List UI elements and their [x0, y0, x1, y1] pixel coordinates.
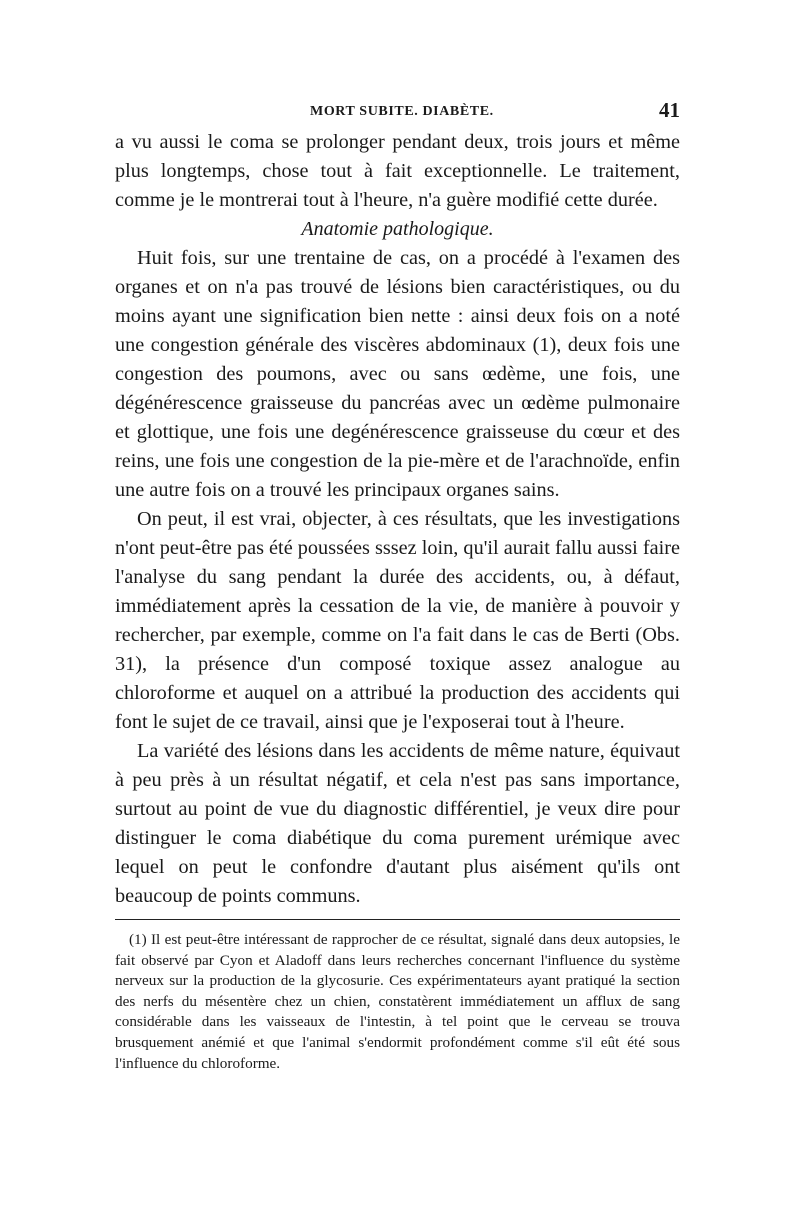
- footnote: (1) Il est peut-être intéressant de rapprocher de ce résultat, signalé dans deux autopsies, le fait observé par Cyon et Aladoff dans leurs recherches concernant l'influence du système nerveux sur la production de la glycosurie. Ces expérimentateurs ayant pratiqué la section des nerfs du mésentère chez un chien, constatèrent immédiatement un afflux de sang considérable dans les vaisseaux de l'intestin, à tel point que le cerveau se trouva brusquement anémié et que l'animal s'endormit profondément comme s'il eût été sous l'influence du chloroforme.: [115, 931, 680, 1072]
- paragraph-continuation: a vu aussi le coma se prolonger pendant deux, trois jours et même plus longtemps, chose tout à fait exceptionnelle. Le traitement, comme je le montrerai tout à l'heure, n'a guère modifié cette durée.: [115, 131, 680, 211]
- section-heading: Anatomie pathologique.: [301, 218, 494, 240]
- paragraph-objection: On peut, il est vrai, objecter, à ces résultats, que les investigations n'ont peut-être pas été poussées sssez loin, qu'il aurait fallu aussi faire l'analyse du sang pendant la durée des accidents, ou, à défaut, immédiatement après la cessation de la vie, de manière à pouvoir y rechercher, par exemple, comme on l'a fait dans le cas de Berti (Obs. 31), la présence d'un composé toxique assez analogue au chloroforme et auquel on a attribué la production des accidents qui font le sujet de ce travail, ainsi que je l'exposerai tout à l'heure.: [115, 508, 680, 733]
- page-header: [115, 98, 680, 128]
- book-page: [115, 98, 680, 1089]
- paragraph-diagnosis: La variété des lésions dans les accidents de même nature, équivaut à peu près à un résultat négatif, et cela n'est pas sans importance, surtout au point de vue du diagnostic différentiel, je veux dire pour distinguer le coma diabétique du coma purement urémique avec lequel on peut le confondre d'autant plus aisément qu'ils ont beaucoup de points communs.: [115, 740, 680, 907]
- body-text: [115, 128, 680, 911]
- footnote-divider: [115, 919, 680, 920]
- running-title: MORT SUBITE. DIABÈTE.: [310, 104, 494, 119]
- page-number: 41: [659, 98, 680, 122]
- paragraph-autopsies: Huit fois, sur une trentaine de cas, on a procédé à l'examen des organes et on n'a pas trouvé de lésions bien caractéristiques, ou du moins ayant une signification bien nette : ainsi deux fois on a noté une congestion générale des viscères abdominaux (1), deux fois une congestion des poumons, avec ou sans œdème, une fois, une dégénérescence graisseuse du pancréas avec un œdème pulmonaire et glottique, une fois une degénérescence graisseuse du cœur et des reins, une fois une congestion de la pie-mère et de l'arachnoïde, enfin une autre fois on a trouvé les principaux organes sains.: [115, 247, 680, 501]
